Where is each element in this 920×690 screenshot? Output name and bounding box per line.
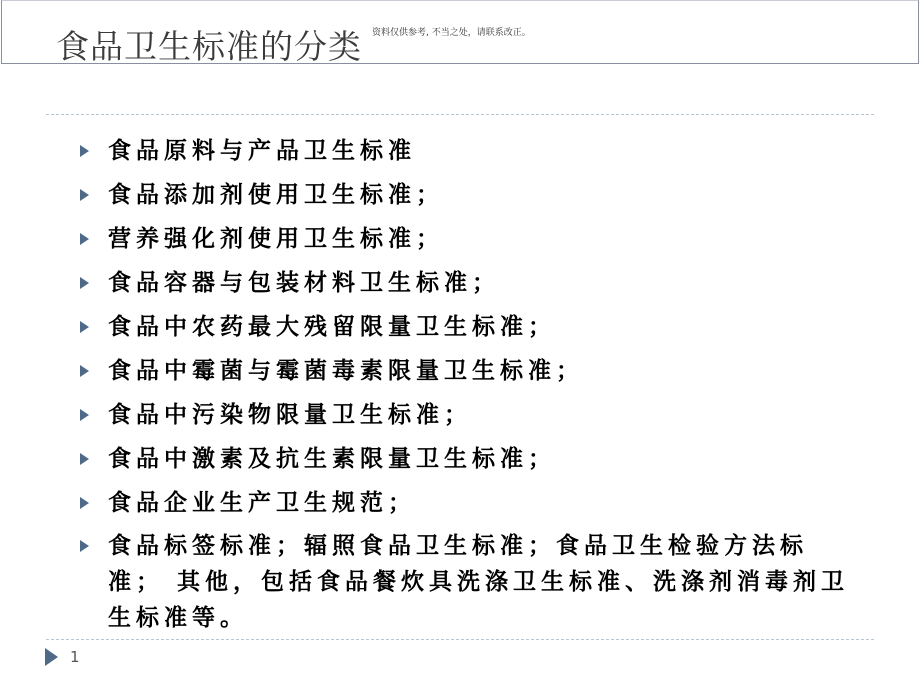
top-divider bbox=[46, 114, 874, 115]
bottom-divider bbox=[46, 639, 874, 640]
bullet-item bbox=[78, 312, 858, 342]
triangle-right-icon bbox=[80, 189, 89, 201]
triangle-right-icon bbox=[80, 365, 89, 377]
bullet-text: 食品中霉菌与霉菌毒素限量卫生标准； bbox=[108, 357, 584, 384]
triangle-right-icon bbox=[80, 453, 89, 465]
title-bar bbox=[1, 0, 919, 64]
bullet-item bbox=[78, 356, 858, 386]
disclaimer-notice: 资料仅供参考, 不当之处，请联系改正。 bbox=[372, 28, 531, 38]
bullet-text: 食品企业生产卫生规范； bbox=[108, 489, 416, 516]
bullet-item bbox=[78, 136, 858, 166]
bullet-list bbox=[78, 136, 858, 650]
bullet-text: 食品中激素及抗生素限量卫生标准； bbox=[108, 445, 556, 472]
triangle-right-icon bbox=[80, 145, 89, 157]
bullet-item bbox=[78, 528, 858, 636]
triangle-right-icon bbox=[80, 497, 89, 509]
bullet-item bbox=[78, 444, 858, 474]
footer-triangle-icon bbox=[45, 648, 58, 666]
bullet-text: 营养强化剂使用卫生标准； bbox=[108, 225, 444, 252]
bullet-item bbox=[78, 488, 858, 518]
bullet-text: 食品标签标准；辐照食品卫生标准；食品卫生检验方法标准； 其他，包括食品餐炊具洗涤卫生标准、洗涤剂消毒剂卫生标准等。 bbox=[108, 532, 850, 631]
triangle-right-icon bbox=[80, 321, 89, 333]
bullet-item bbox=[78, 400, 858, 430]
triangle-right-icon bbox=[80, 277, 89, 289]
page-number: 1 bbox=[70, 648, 80, 666]
bullet-item bbox=[78, 224, 858, 254]
slide-title: 食品卫生标准的分类 bbox=[56, 27, 362, 66]
bullet-item bbox=[78, 180, 858, 210]
bullet-text: 食品容器与包装材料卫生标准； bbox=[108, 269, 500, 296]
triangle-right-icon bbox=[80, 233, 89, 245]
bullet-item bbox=[78, 268, 858, 298]
bullet-text: 食品原料与产品卫生标准 bbox=[108, 137, 416, 164]
triangle-right-icon bbox=[80, 540, 89, 552]
bullet-text: 食品中农药最大残留限量卫生标准； bbox=[108, 313, 556, 340]
bullet-text: 食品添加剂使用卫生标准； bbox=[108, 181, 444, 208]
triangle-right-icon bbox=[80, 409, 89, 421]
bullet-text: 食品中污染物限量卫生标准； bbox=[108, 401, 472, 428]
